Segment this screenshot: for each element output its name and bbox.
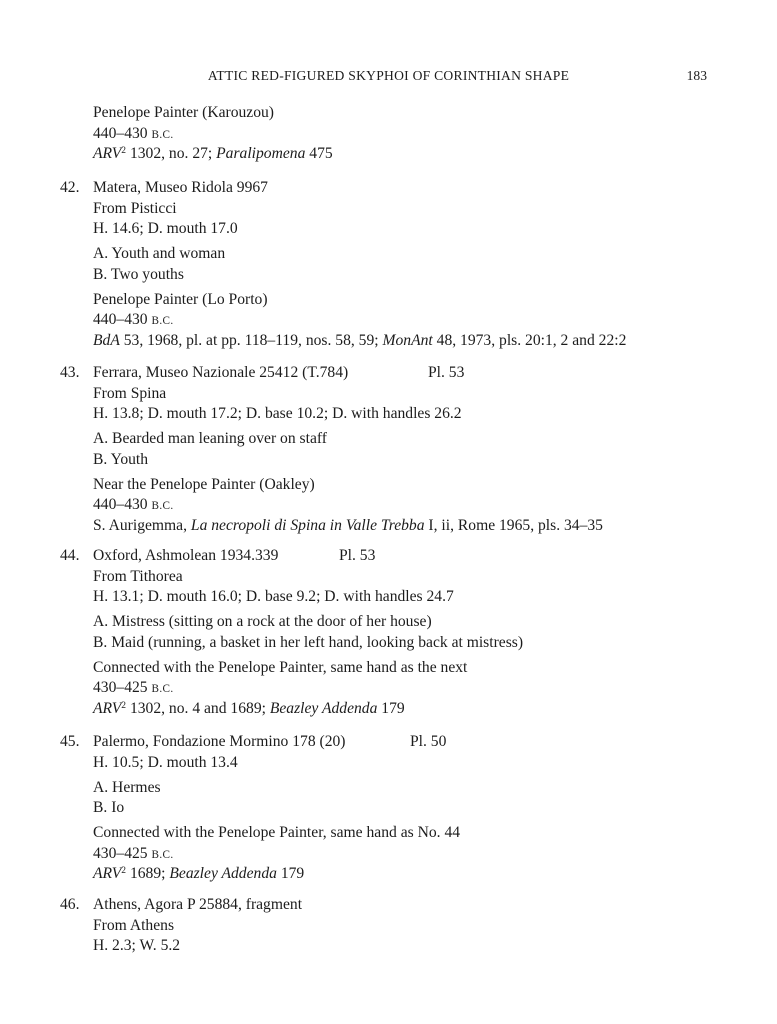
attribution: Penelope Painter (Lo Porto) [93, 290, 268, 308]
side-a: A. Bearded man leaning over on staff [93, 430, 327, 447]
side-b: B. Two youths [93, 265, 184, 283]
entry-heading: 42. Matera, Museo Ridola 9967 [60, 179, 268, 196]
bibliography: ARV$^2$ 1689; Beazley Addenda 179 [93, 865, 305, 882]
dimensions: H. 13.8; D. mouth 17.2; D. base 10.2; D. with handles 26.2 [93, 405, 462, 422]
bibliography: ARV$^2$ 1302, no. 27; Paralipomena 475 [93, 145, 333, 162]
date: 440–430 B.C. [93, 124, 174, 142]
entry-heading: 45. Palermo, Fondazione Mormino 178 (20) Pl. 50 [60, 732, 760, 753]
catalog-entry-43 [60, 363, 760, 536]
entry-heading: 44. Oxford, Ashmolean 1934.339 Pl. 53 [60, 546, 760, 567]
side-a: A. Youth and woman [93, 245, 226, 262]
catalog-entry-42 [60, 178, 760, 351]
side-b: B. Io [93, 799, 125, 816]
catalog-entry-46 [60, 895, 760, 957]
attribution: Penelope Painter (Karouzou) [93, 104, 274, 121]
catalog-entry-45 [60, 732, 760, 885]
dimensions: H. 13.1; D. mouth 16.0; D. base 9.2; D. with handles 24.7 [93, 588, 454, 605]
date: 440–430 B.C. [93, 311, 174, 328]
catalog-entry-44 [60, 546, 760, 719]
dimensions: H. 10.5; D. mouth 13.4 [93, 753, 238, 771]
bibliography: BdA 53, 1968, pl. at pp. 118–119, nos. 58, 59; MonAnt 48, 1973, pls. 20:1, 2 and 22:2 [93, 331, 627, 349]
side-b: B. Youth [93, 450, 149, 468]
plate-reference: Pl. 50 [410, 733, 447, 750]
plate-reference: Pl. 53 [428, 364, 465, 381]
provenance: From Athens [93, 916, 175, 934]
entry-heading: 43. Ferrara, Museo Nazionale 25412 (T.784) Pl. 53 [60, 363, 760, 384]
side-b: B. Maid (running, a basket in her left hand, looking back at mistress) [93, 633, 524, 651]
side-a: A. Mistress (sitting on a rock at the door of her house) [93, 613, 432, 630]
date: 440–430 B.C. [93, 496, 174, 513]
provenance: From Tithorea [93, 567, 183, 585]
dimensions: H. 14.6; D. mouth 17.0 [93, 220, 238, 237]
page-number: 183 [686, 68, 707, 83]
attribution: Near the Penelope Painter (Oakley) [93, 475, 315, 493]
plate-reference: Pl. 53 [339, 547, 376, 564]
entry-heading: 46. Athens, Agora P 25884, fragment [60, 896, 303, 913]
attribution: Connected with the Penelope Painter, same hand as the next [93, 658, 468, 676]
date: 430–425 B.C. [93, 844, 174, 862]
attribution: Connected with the Penelope Painter, same hand as No. 44 [93, 824, 461, 841]
provenance: From Spina [93, 384, 167, 402]
bibliography: S. Aurigemma, La necropoli di Spina in Valle Trebba I, ii, Rome 1965, pls. 34–35 [93, 516, 603, 534]
dimensions: H. 2.3; W. 5.2 [93, 937, 181, 954]
side-a: A. Hermes [93, 778, 161, 796]
provenance: From Pisticci [93, 199, 177, 217]
continued-entry [60, 103, 760, 165]
bibliography: ARV$^2$ 1302, no. 4 and 1689; Beazley Addenda 179 [93, 699, 405, 717]
date: 430–425 B.C. [93, 679, 174, 696]
running-title: ATTIC RED-FIGURED SKYPHOI OF CORINTHIAN SHAPE [207, 68, 570, 83]
